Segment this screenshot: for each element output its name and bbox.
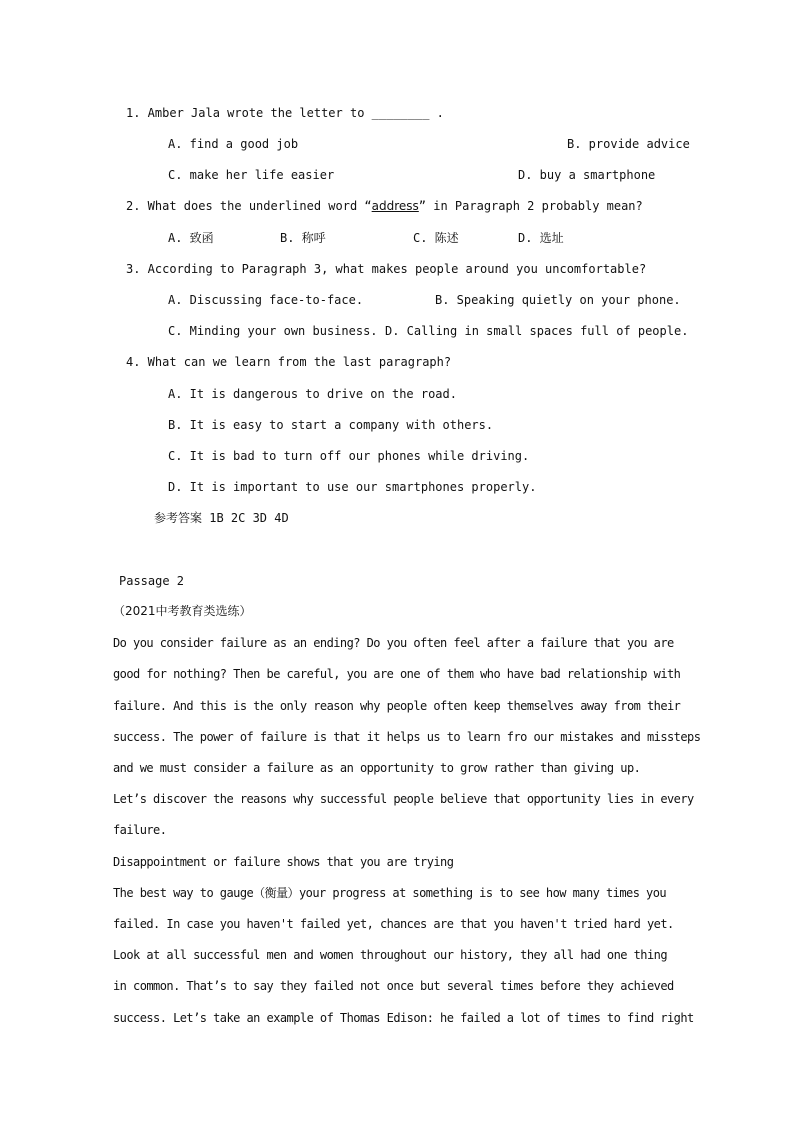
passage-line: success. Let’s take an example of Thomas Edison: he failed a lot of times to find right bbox=[113, 1011, 694, 1025]
question-2-option-d: D. 选址 bbox=[518, 231, 564, 245]
passage-line: failure. And this is the only reason why people often keep themselves away from their bbox=[113, 699, 681, 713]
question-3-option-c: C. Minding your own business. bbox=[168, 324, 378, 338]
question-1-option-b: B. provide advice bbox=[567, 137, 690, 151]
section-heading: Disappointment or failure shows that you are trying bbox=[113, 855, 454, 869]
answer-key: 参考答案 1B 2C 3D 4D bbox=[154, 511, 289, 525]
question-4-option-b: B. It is easy to start a company with others. bbox=[168, 418, 494, 432]
passage-line: Let’s discover the reasons why successful people believe that opportunity lies in every bbox=[113, 792, 694, 806]
question-2-stem bbox=[126, 198, 643, 214]
passage-line: The best way to gauge（衡量）your progress at something is to see how many times you bbox=[113, 886, 667, 900]
question-4-option-d: D. It is important to use our smartphones properly. bbox=[168, 480, 537, 494]
passage-title: Passage 2 bbox=[119, 574, 185, 588]
question-2-stem-post: ” in Paragraph 2 probably mean? bbox=[418, 199, 643, 213]
question-3-option-a: A. Discussing face-to-face. bbox=[168, 293, 364, 307]
question-4-option-c: C. It is bad to turn off our phones while driving. bbox=[168, 449, 530, 463]
passage-line: good for nothing? Then be careful, you are one of them who have bad relationship with bbox=[113, 667, 681, 681]
question-2-option-a: A. 致函 bbox=[168, 231, 214, 245]
underlined-word: address bbox=[371, 199, 419, 213]
passage-source: （2021中考教育类选练） bbox=[113, 604, 252, 618]
question-4-option-a: A. It is dangerous to drive on the road. bbox=[168, 387, 457, 401]
question-1-option-a: A. find a good job bbox=[168, 137, 299, 151]
passage-line: failure. bbox=[113, 823, 167, 837]
question-2-option-c: C. 陈述 bbox=[413, 231, 459, 245]
question-3-stem: 3. According to Paragraph 3, what makes people around you uncomfortable? bbox=[126, 262, 647, 276]
question-3-option-b: B. Speaking quietly on your phone. bbox=[435, 293, 681, 307]
passage-line: success. The power of failure is that it helps us to learn fro our mistakes and missteps bbox=[113, 730, 701, 744]
passage-line: Look at all successful men and women throughout our history, they all had one thing bbox=[113, 948, 667, 962]
passage-line: failed. In case you haven't failed yet, chances are that you haven't tried hard yet. bbox=[113, 917, 674, 931]
passage-line: in common. That’s to say they failed not once but several times before they achieved bbox=[113, 979, 674, 993]
question-3-option-d: D. Calling in small spaces full of people. bbox=[385, 324, 689, 338]
question-2-option-b: B. 称呼 bbox=[280, 231, 326, 245]
question-2-stem-pre: 2. What does the underlined word “ bbox=[126, 199, 372, 213]
passage-line: Do you consider failure as an ending? Do you often feel after a failure that you are bbox=[113, 636, 674, 650]
passage-line: and we must consider a failure as an opportunity to grow rather than giving up. bbox=[113, 761, 641, 775]
question-1-option-c: C. make her life easier bbox=[168, 168, 335, 182]
question-1-option-d: D. buy a smartphone bbox=[518, 168, 656, 182]
question-1-stem: 1. Amber Jala wrote the letter to ________ . bbox=[126, 106, 444, 120]
question-4-stem: 4. What can we learn from the last paragraph? bbox=[126, 355, 452, 369]
